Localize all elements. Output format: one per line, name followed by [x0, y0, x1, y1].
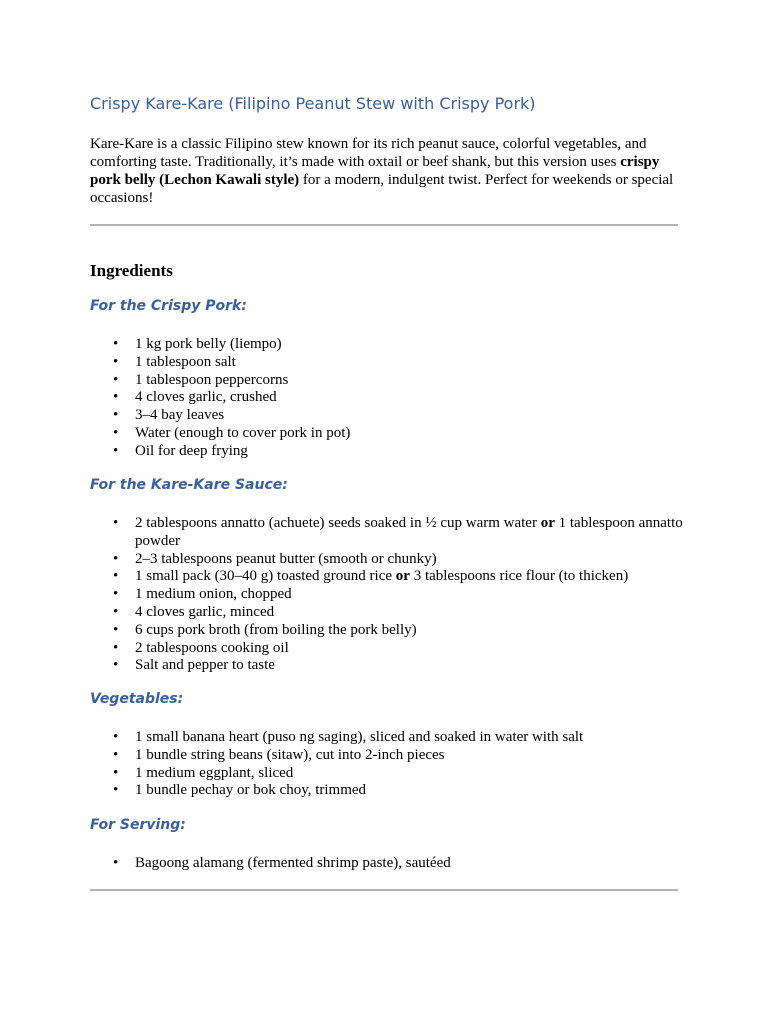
list-item: • 2 tablespoons annatto (achuete) seeds soaked in ½ cup warm water or 1 tablespoon annatto powder [90, 515, 690, 551]
intro-text-end: for a modern, indulgent twist. Perfect for weekends or special occasions! [90, 172, 674, 206]
ingredients-heading: Ingredients [90, 261, 173, 280]
intro-bold-text: crispy pork belly (Lechon Kawali style) [90, 154, 660, 188]
list-item: • 1 bundle pechay or bok choy, trimmed [90, 782, 690, 800]
list-item: • 1 bundle string beans (sitaw), cut into 2-inch pieces [90, 747, 690, 765]
list-item: • 1 small pack (30–40 g) toasted ground rice or 3 tablespoons rice flour (to thicken) [90, 568, 690, 586]
list-item: • Salt and pepper to taste [90, 657, 690, 675]
list-item: • 6 cups pork broth (from boiling the pork belly) [90, 622, 690, 640]
serving-list [90, 855, 690, 873]
intro-paragraph [90, 135, 690, 207]
vegetables-heading: Vegetables: [90, 691, 184, 707]
horizontal-divider-top [90, 224, 678, 226]
list-item: • 1 kg pork belly (liempo) [90, 336, 690, 354]
intro-text-start: Kare-Kare is a classic Filipino stew known for its rich peanut sauce, colorful vegetables, and comforting taste. Traditionally, it’s made with oxtail or beef shank, but this version uses [90, 136, 647, 170]
list-item: • Water (enough to cover pork in pot) [90, 425, 690, 443]
list-item: • 4 cloves garlic, minced [90, 604, 690, 622]
list-item: • 1 small banana heart (puso ng saging), sliced and soaked in water with salt [90, 729, 690, 747]
crispy-pork-list [90, 336, 690, 461]
serving-heading: For Serving: [90, 817, 186, 833]
horizontal-divider-bottom [90, 889, 678, 891]
recipe-title: Crispy Kare-Kare (Filipino Peanut Stew with Crispy Pork) [90, 94, 536, 113]
list-item: • 1 tablespoon salt [90, 354, 690, 372]
list-item: • Bagoong alamang (fermented shrimp paste), sautéed [90, 855, 690, 873]
list-item: • 3–4 bay leaves [90, 407, 690, 425]
list-item: • 4 cloves garlic, crushed [90, 389, 690, 407]
list-item: • Oil for deep frying [90, 443, 690, 461]
list-item: • 1 medium eggplant, sliced [90, 765, 690, 783]
list-item: • 1 tablespoon peppercorns [90, 372, 690, 390]
vegetables-list [90, 729, 690, 800]
crispy-pork-heading: For the Crispy Pork: [90, 298, 247, 314]
sauce-heading: For the Kare-Kare Sauce: [90, 477, 288, 493]
sauce-list [90, 515, 690, 675]
list-item: • 2–3 tablespoons peanut butter (smooth or chunky) [90, 551, 690, 569]
list-item: • 1 medium onion, chopped [90, 586, 690, 604]
list-item: • 2 tablespoons cooking oil [90, 640, 690, 658]
